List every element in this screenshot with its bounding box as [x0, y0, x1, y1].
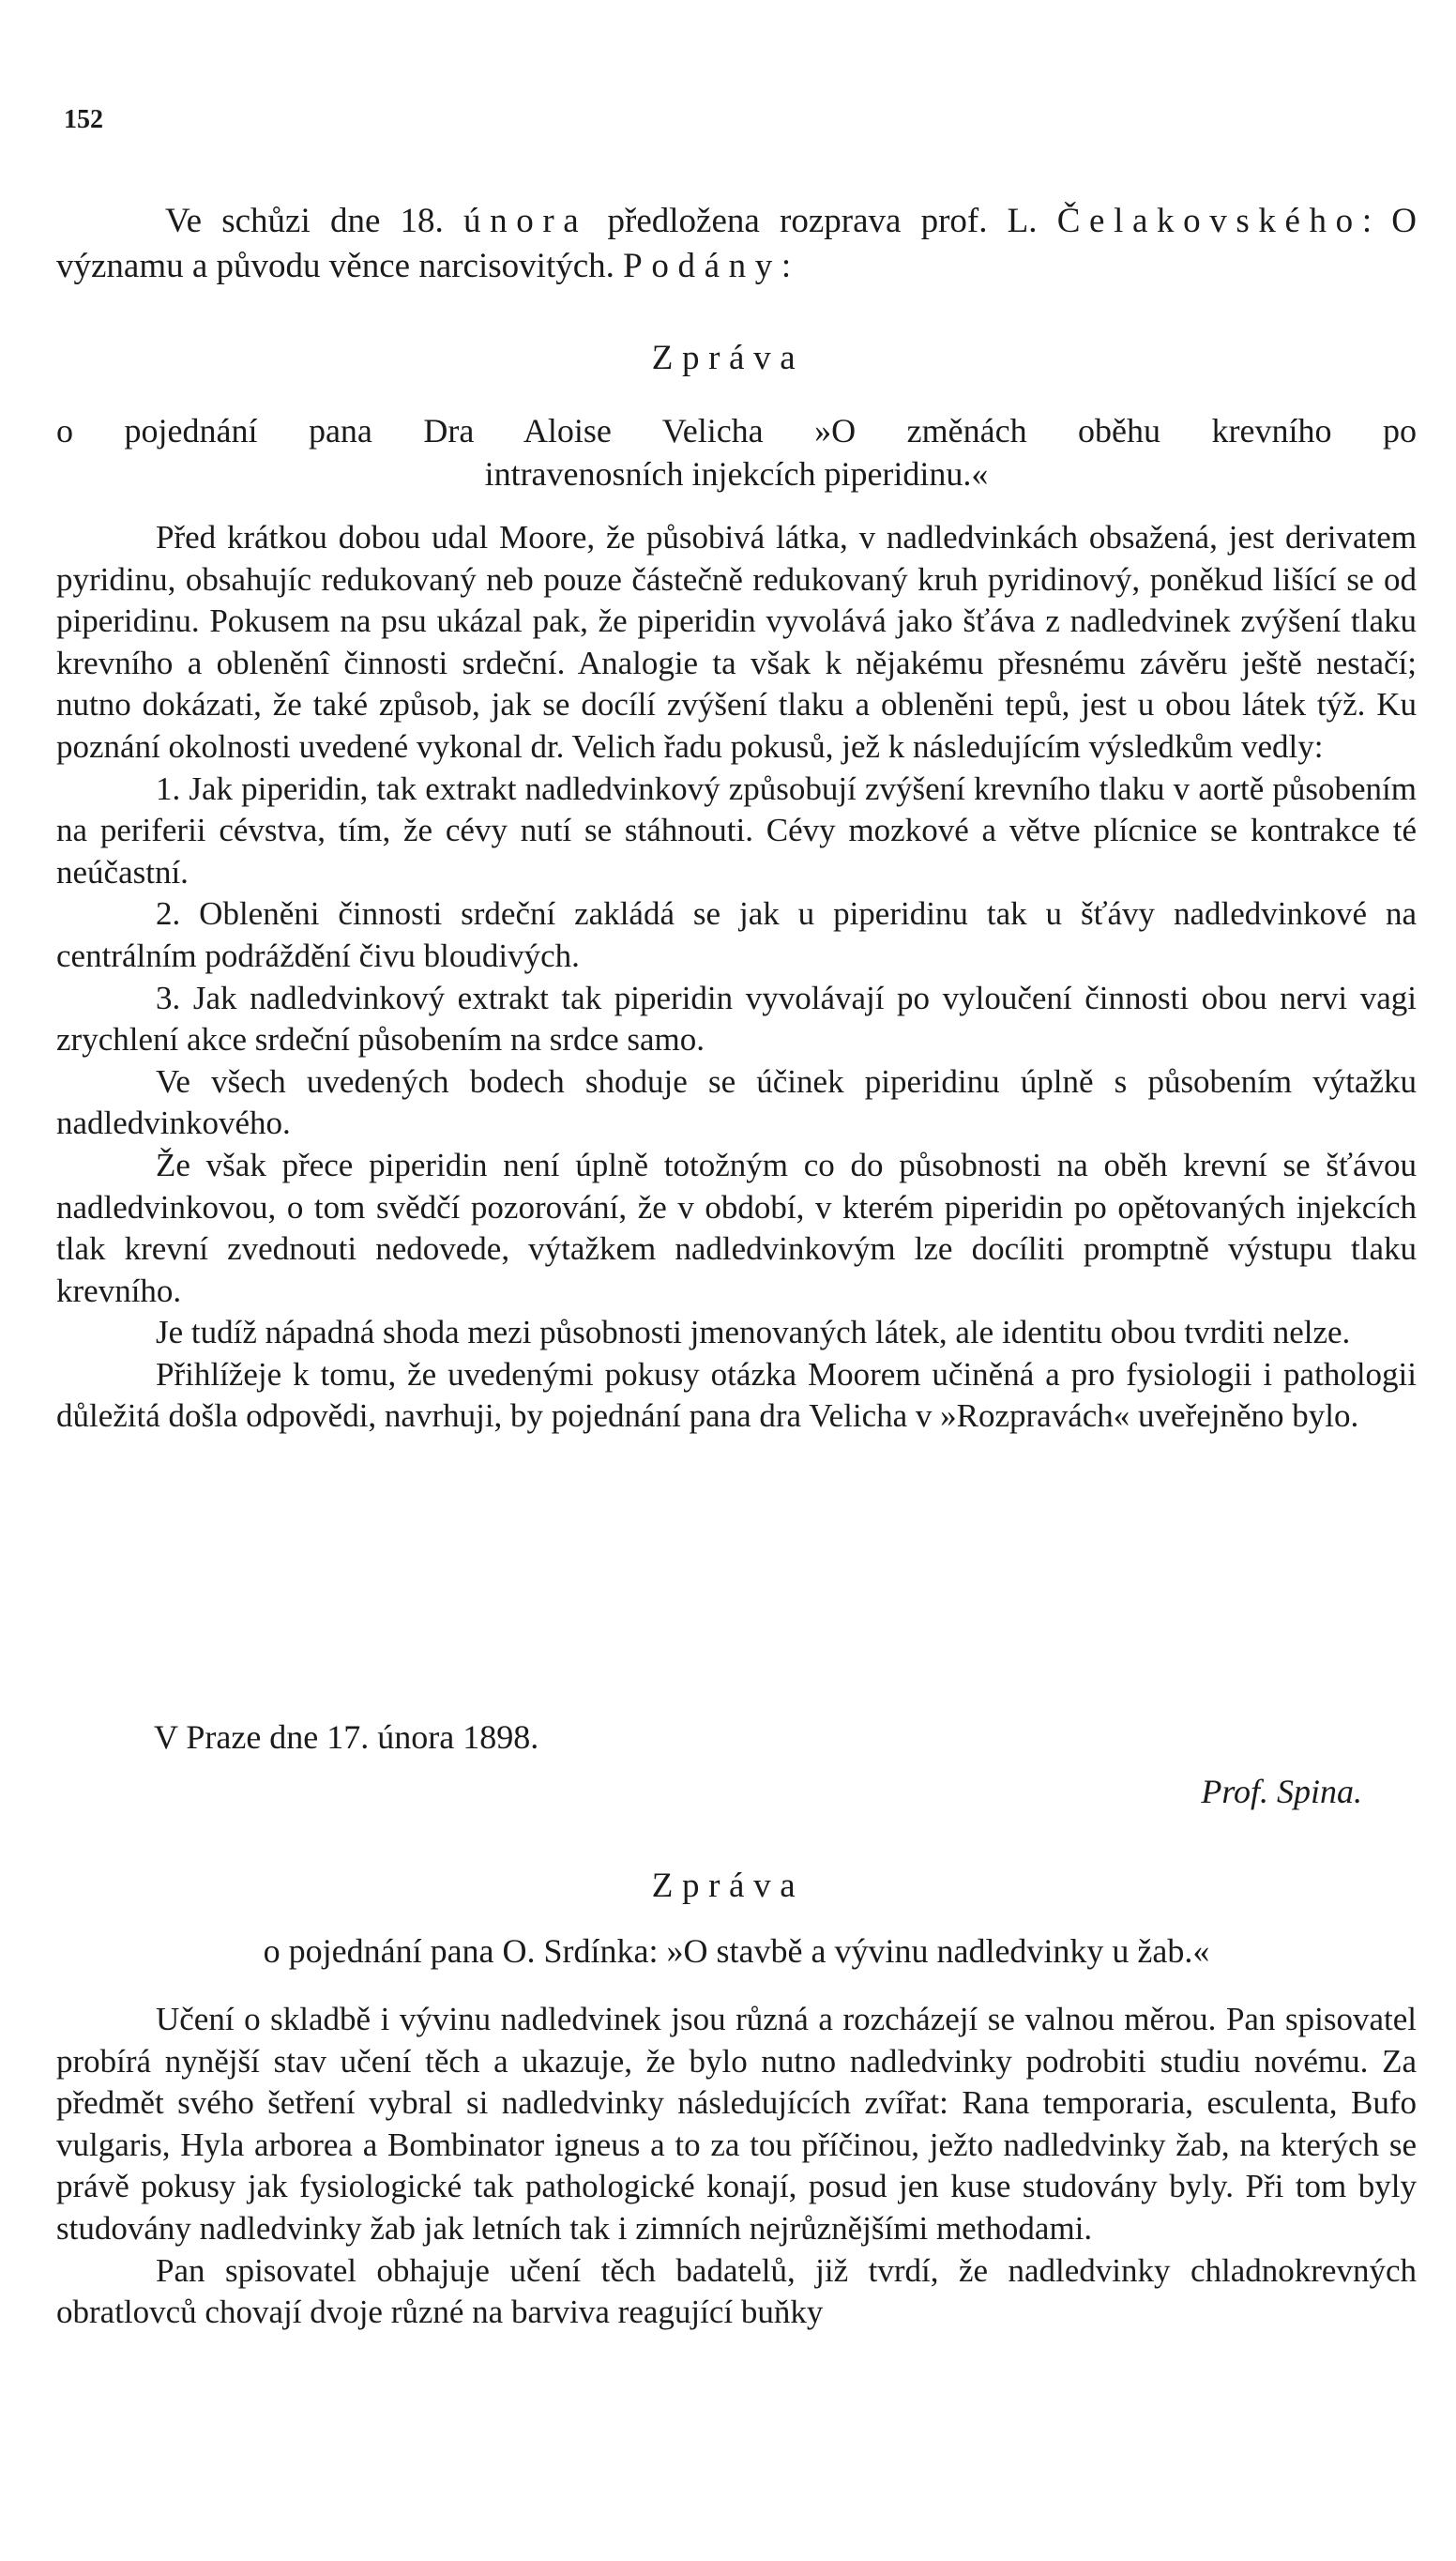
report-2-paragraph: Pan spisovatel obhajuje učení těch badatelů, již tvrdí, že nadledvinky chladnokrevných obratlovců chovají dvoje různé na barviva reagující buňky: [56, 2251, 1417, 2331]
session-note: [56, 199, 1417, 289]
report-1-paragraph: 3. Jak nadledvinkový extrakt tak piperidin vyvolávají po vyloučení činnosti obou nervi vagi zrychlení akce srdeční působením na srdce samo.: [56, 979, 1417, 1059]
report-1-paragraph: Že však přece piperidin není úplně totožným co do působnosti na oběh krevní se šťávou nadledvinkovou, o tom svědčí pozorování, že v období, v kterém piperidin po opětovaných injekcích tlak krevní zvednouti nedovede, výtažkem nadledvinkovým lze docíliti promptně výstupu tlaku krevního.: [56, 1146, 1417, 1309]
report-2-body: [56, 1999, 1417, 2334]
report-2-heading: Zpráva: [651, 1867, 805, 1905]
report-1-paragraph: Ve všech uvedených bodech shoduje se účinek piperidinu úplně s působením výtažku nadledvinkového.: [56, 1062, 1417, 1142]
report-1-paragraph: 1. Jak piperidin, tak extrakt nadledvinkový způsobují zvýšení krevního tlaku v aortě působením na periferii cévstva, tím, že cévy nutí se stáhnouti. Cévy mozkové a větve plícnice se kontrakce té neúčastní.: [56, 770, 1417, 891]
session-note-text: [56, 199, 1417, 289]
report-2-subtitle: o pojednání pana O. Srdínka: »O stavbě a vývinu nadledvinky u žab.«: [263, 1932, 1210, 1970]
intro-prefix: Ve schůzi dne 18.: [165, 202, 463, 240]
report-1-heading: Zpráva: [651, 339, 805, 377]
intro-rest: : O významu a původu věnce narcisovitých.: [56, 202, 1417, 285]
intro-middle: předložena rozprava prof. L.: [587, 202, 1057, 240]
intro-author: Čelakovského: [1056, 202, 1362, 240]
intro-month: února: [463, 202, 588, 240]
report-2-paragraph: Učení o skladbě i vývinu nadledvinek jsou různá a rozcházejí se valnou měrou. Pan spisovatel probírá nynější stav učení těch a ukazuje, že bylo nutno nadledvinky podrobiti studiu novému. Za předmět svého šetření vybral si nadledvinky následujících zvířat: Rana temporaria, esculenta, Bufo vulgaris, Hyla arborea a Bombinator igneus a to za tou příčinou, ježto nadledvinky žab, na kterých se právě pokusy jak fysiologické tak pathologické konají, posud jen kuse studovány byly. Při tom byly studovány nadledvinky žab jak letních tak i zimních nejrůznějšími methodami.: [56, 2001, 1417, 2247]
report-1-paragraph: Před krátkou dobou udal Moore, že působivá látka, v nadledvinkách obsažená, jest derivatem pyridinu, obsahujíc redukovaný neb pouze částečně redukovaný kruh pyridinový, poněkud lišící se od piperidinu. Pokusem na psu ukázal pak, že piperidin vyvolává jako šťáva z nadledvinek zvýšení tlaku krevního a obleněnî činnosti srdeční. Analogie ta však k nějakému přesnému závěru ještě nestačí; nutno dokázati, že také způsob, jak se docílí zvýšení tlaku a obleněni tepů, jest u obou látek týž. Ku poznání okolnosti uvedené vykonal dr. Velich řadu pokusů, jež k následujícím výsledkům vedly:: [56, 519, 1417, 765]
report-1-paragraph: Přihlížeje k tomu, že uvedenými pokusy otázka Moorem učiněná a pro fysiologii i pathologii důležitá došla odpovědi, navrhuji, by pojednání pana dra Velicha v »Rozpravách« uveřejněno bylo.: [56, 1355, 1417, 1435]
report-1-subtitle-line-1: o pojednání pana Dra Aloise Velicha »O změnách oběhu krevního po: [56, 412, 1417, 450]
report-1-subtitle: [56, 409, 1417, 495]
intro-colon: :: [781, 247, 792, 285]
report-1-paragraph: Je tudíž nápadná shoda mezi působnosti jmenovaných látek, ale identitu obou tvrditi nelze.: [156, 1314, 1351, 1351]
report-1-paragraph: 2. Obleněni činnosti srdeční zakládá se jak u piperidinu tak u šťávy nadledvinkové na centrálním podráždění čivu bloudivých.: [56, 895, 1417, 974]
page-number: 152: [64, 105, 103, 134]
report-1-subtitle-line-2: intravenosních injekcích piperidinu.«: [484, 455, 989, 493]
report-1-signature: Prof. Spina.: [1201, 1773, 1362, 1810]
report-1-body: [56, 517, 1417, 1438]
report-1-date: V Praze dne 17. února 1898.: [154, 1718, 539, 1756]
intro-podany: Podány: [623, 247, 781, 285]
